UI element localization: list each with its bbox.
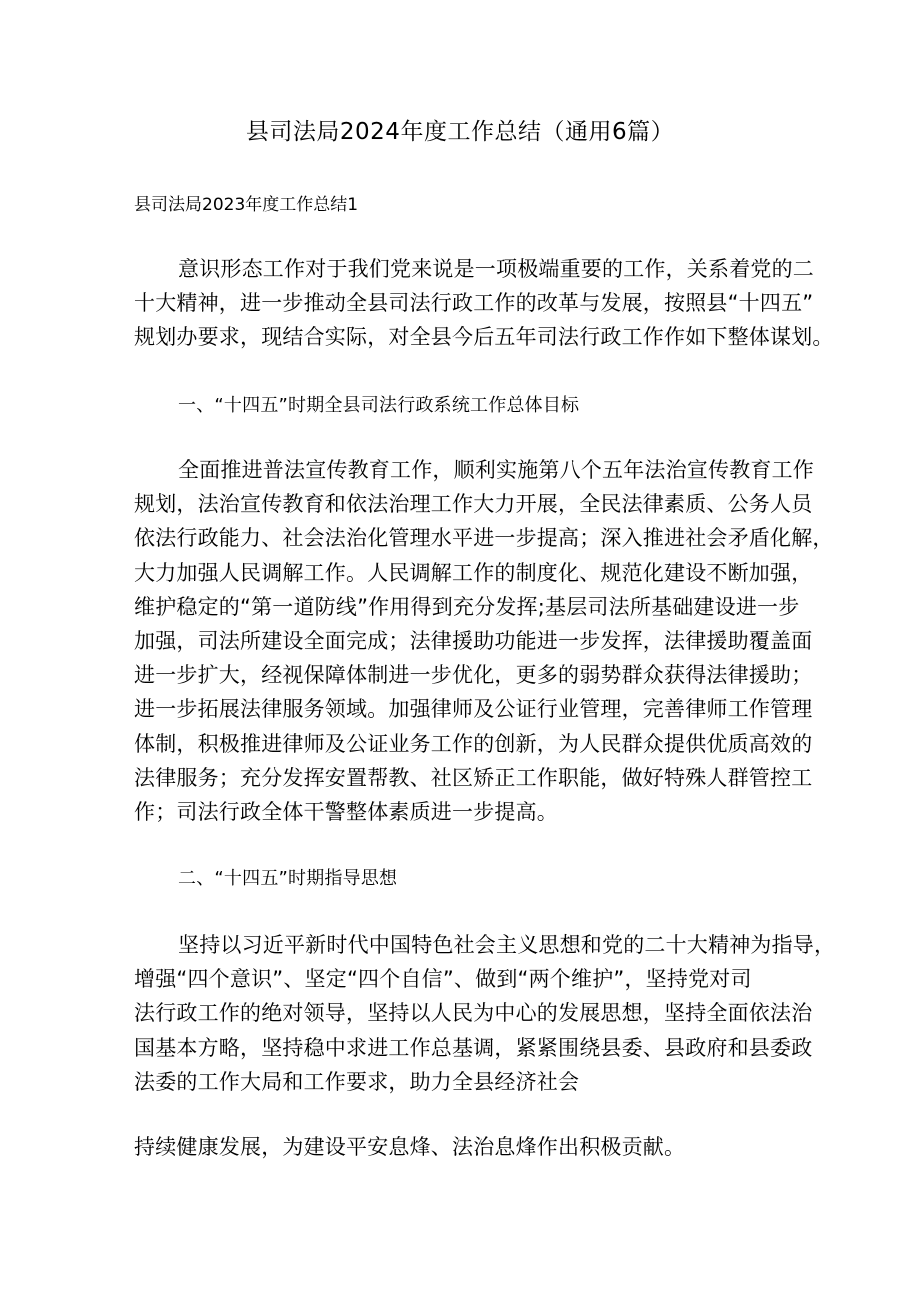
paragraph-line: 国基本方略，坚持稳中求进工作总基调，紧紧围绕县委、县政府和县委政	[134, 1035, 813, 1060]
paragraph-line: 规划办要求，现结合实际，对全县今后五年司法行政工作作如下整体谋划。	[134, 325, 834, 350]
paragraph-line: 进一步扩大，经视保障体制进一步优化，更多的弱势群众获得法律援助；	[134, 663, 813, 688]
paragraph-guiding-thought	[134, 928, 836, 1099]
paragraph-line: 法行政工作的绝对领导，坚持以人民为中心的发展思想，坚持全面依法治	[134, 1001, 813, 1026]
paragraph-line: 进一步拓展法律服务领域。加强律师及公证行业管理，完善律师工作管理	[134, 697, 813, 722]
paragraph-line: 意识形态工作对于我们党来说是一项极端重要的工作，关系着党的二	[178, 257, 814, 281]
paragraph-line: 十大精神，进一步推动全县司法行政工作的改革与发展，按照县“十四五”	[134, 291, 814, 316]
paragraph-intro	[134, 252, 834, 355]
paragraph-line: 增强“四个意识”、坚定“四个自信”、做到“两个维护”，坚持党对司	[134, 967, 752, 992]
paragraph-line: 加强，司法所建设全面完成；法律援助功能进一步发挥，法律援助覆盖面	[134, 628, 813, 653]
section-heading-guiding-thought: 二、“十四五”时期指导思想	[178, 868, 398, 889]
paragraph-line: 体制，积极推进律师及公证业务工作的创新，为人民群众提供优质高效的	[134, 731, 813, 756]
section-heading-goals: 一、“十四五”时期全县司法行政系统工作总体目标	[178, 395, 580, 416]
section-subtitle: 县司法局2023年度工作总结1	[134, 195, 359, 215]
paragraph-line: 大力加强人民调解工作。人民调解工作的制度化、规范化建设不断加强，	[134, 560, 813, 585]
paragraph-line: 维护稳定的“第一道防线”作用得到充分发挥;基层司法所基础建设进一步	[134, 594, 800, 619]
paragraph-line: 坚持以习近平新时代中国特色社会主义思想和党的二十大精神为指导，	[178, 933, 836, 957]
paragraph-goals	[134, 453, 834, 829]
paragraph-line: 依法行政能力、社会法治化管理水平进一步提高；深入推进社会矛盾化解，	[134, 526, 834, 551]
paragraph-line: 规划，法治宣传教育和依法治理工作大力开展，全民法律素质、公务人员	[134, 492, 813, 517]
paragraph-line: 法律服务；充分发挥安置帮教、社区矫正工作职能，做好特殊人群管控工	[134, 765, 813, 790]
paragraph-continuation	[134, 1130, 814, 1164]
document-title: 县司法局2024年度工作总结（通用6篇）	[245, 119, 675, 145]
paragraph-line: 持续健康发展，为建设平安息烽、法治息烽作出积极贡献。	[134, 1135, 686, 1159]
paragraph-line: 作；司法行政全体干警整体素质进一步提高。	[134, 799, 558, 824]
paragraph-line: 法委的工作大局和工作要求，助力全县经济社会	[134, 1069, 580, 1094]
paragraph-line: 全面推进普法宣传教育工作，顺利实施第八个五年法治宣传教育工作	[178, 458, 814, 482]
